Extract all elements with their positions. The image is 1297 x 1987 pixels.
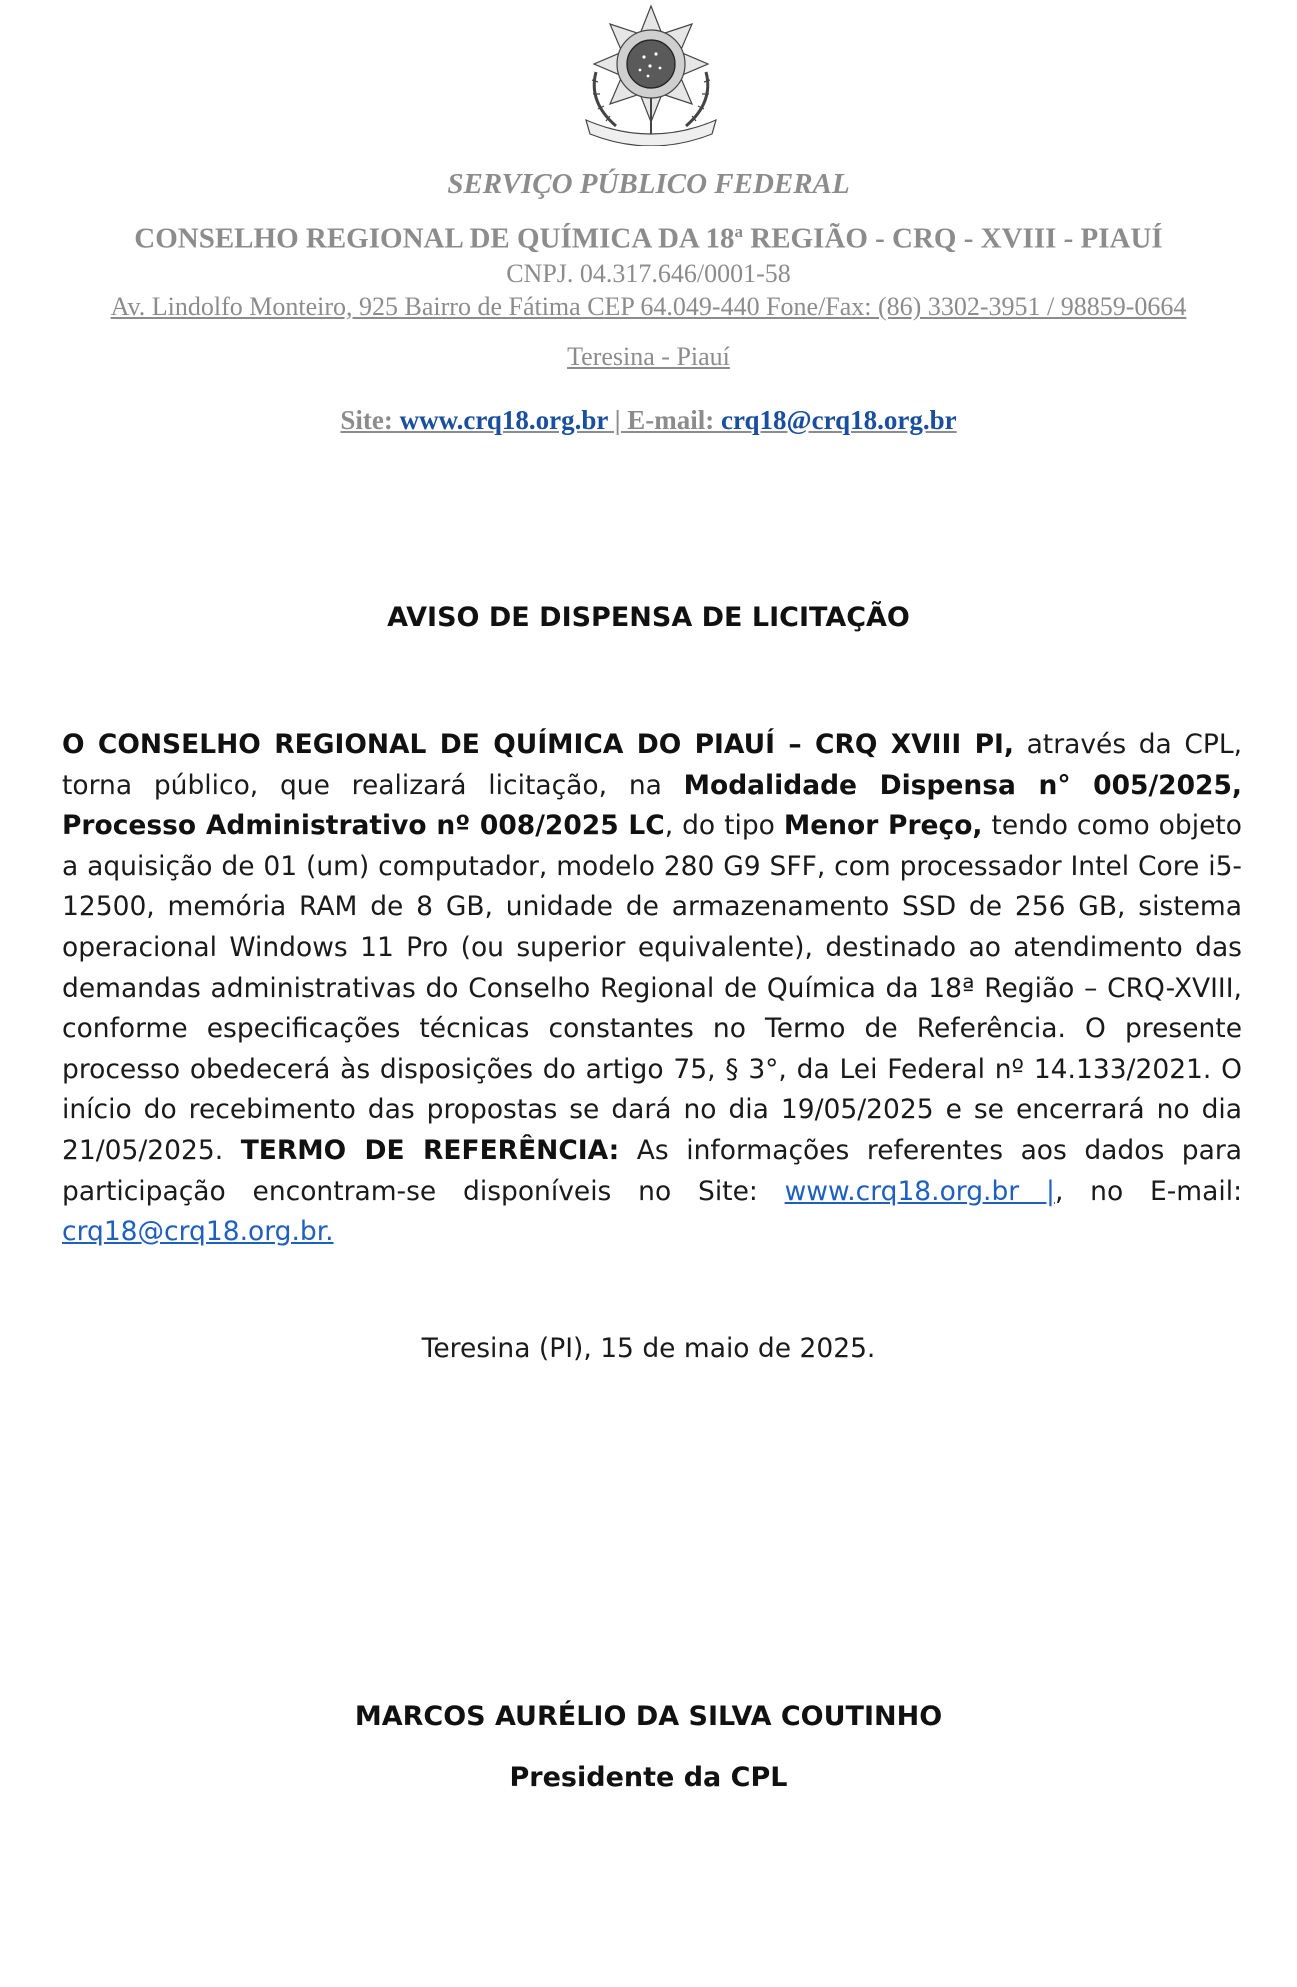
document-date: Teresina (PI), 15 de maio de 2025. [421,1333,876,1364]
header-service-name: SERVIÇO PÚBLICO FEDERAL [447,168,850,200]
signatory-role: Presidente da CPL [509,1762,788,1793]
header-address: Av. Lindolfo Monteiro, 925 Bairro de Fátima CEP 64.049-440 Fone/Fax: (86) 3302-3951 / 98859-0664 [110,292,1187,321]
brazil-coat-of-arms-icon [576,2,726,146]
body-email-link[interactable]: crq18@crq18.org.br. [62,1216,334,1248]
header-council-name: CONSELHO REGIONAL DE QUÍMICA DA 18$^a$ REGIÃO - CRQ - XVIII - PIAUÍ [134,222,1163,255]
body-bold-reference: TERMO DE REFERÊNCIA: [240,1134,620,1166]
body-bold-council: O CONSELHO REGIONAL DE QUÍMICA DO PIAUÍ – CRQ XVIII PI, [62,729,1014,760]
site-label: Site: [340,405,400,435]
email-link[interactable]: crq18@crq18.org.br [721,405,957,435]
notice-body: O CONSELHO REGIONAL DE QUÍMICA DO PIAUÍ – CRQ XVIII PI, através da CPL, torna público, que realizará licitação, na Modalidade Dispensa n° 005/2025, Processo Administrativo nº 008/2025 LC, do tipo Menor Preço, tendo como objeto a aquisição de 01 (um) computador, modelo 280 G9 SFF, com processador Intel Core i5-12500, memória RAM de 8 GB, unidade de armazenamento SSD de 256 GB, sistema operacional Windows 11 Pro (ou superior equivalente), destinado ao atendimento das demandas administrativas do Conselho Regional de Química da 18ª Região – CRQ-XVIII, conforme especificações técnicas constantes no Termo de Referência. O presente processo obedecerá às disposições do artigo 75, § 3°, da Lei Federal nº 14.133/2021. O início do recebimento das propostas se dará no dia 19/05/2025 e se encerrará no dia 21/05/2025. TERMO DE REFERÊNCIA: As informações referentes aos dados para participação encontram-se disponíveis no Site: www.crq18.org.br |, no E-mail: crq18@crq18.org.br. [62,729,1243,1248]
body-bold-type: Menor Preço, [783,810,983,842]
header-cnpj: CNPJ. 04.317.646/0001-58 [506,259,791,288]
body-bold-modality: Modalidade Dispensa n° 005/2025, Processo Administrativo nº 008/2025 LC [62,769,1242,842]
email-label: | E-mail: [607,405,722,435]
site-link[interactable]: www.crq18.org.br [399,405,608,435]
header-contact-line [0,405,1297,436]
document-title: AVISO DE DISPENSA DE LICITAÇÃO [387,602,910,633]
header-city: Teresina - Piauí [567,342,730,371]
signatory-name: MARCOS AURÉLIO DA SILVA COUTINHO [354,1701,943,1732]
body-site-link[interactable]: www.crq18.org.br | [784,1175,1055,1207]
